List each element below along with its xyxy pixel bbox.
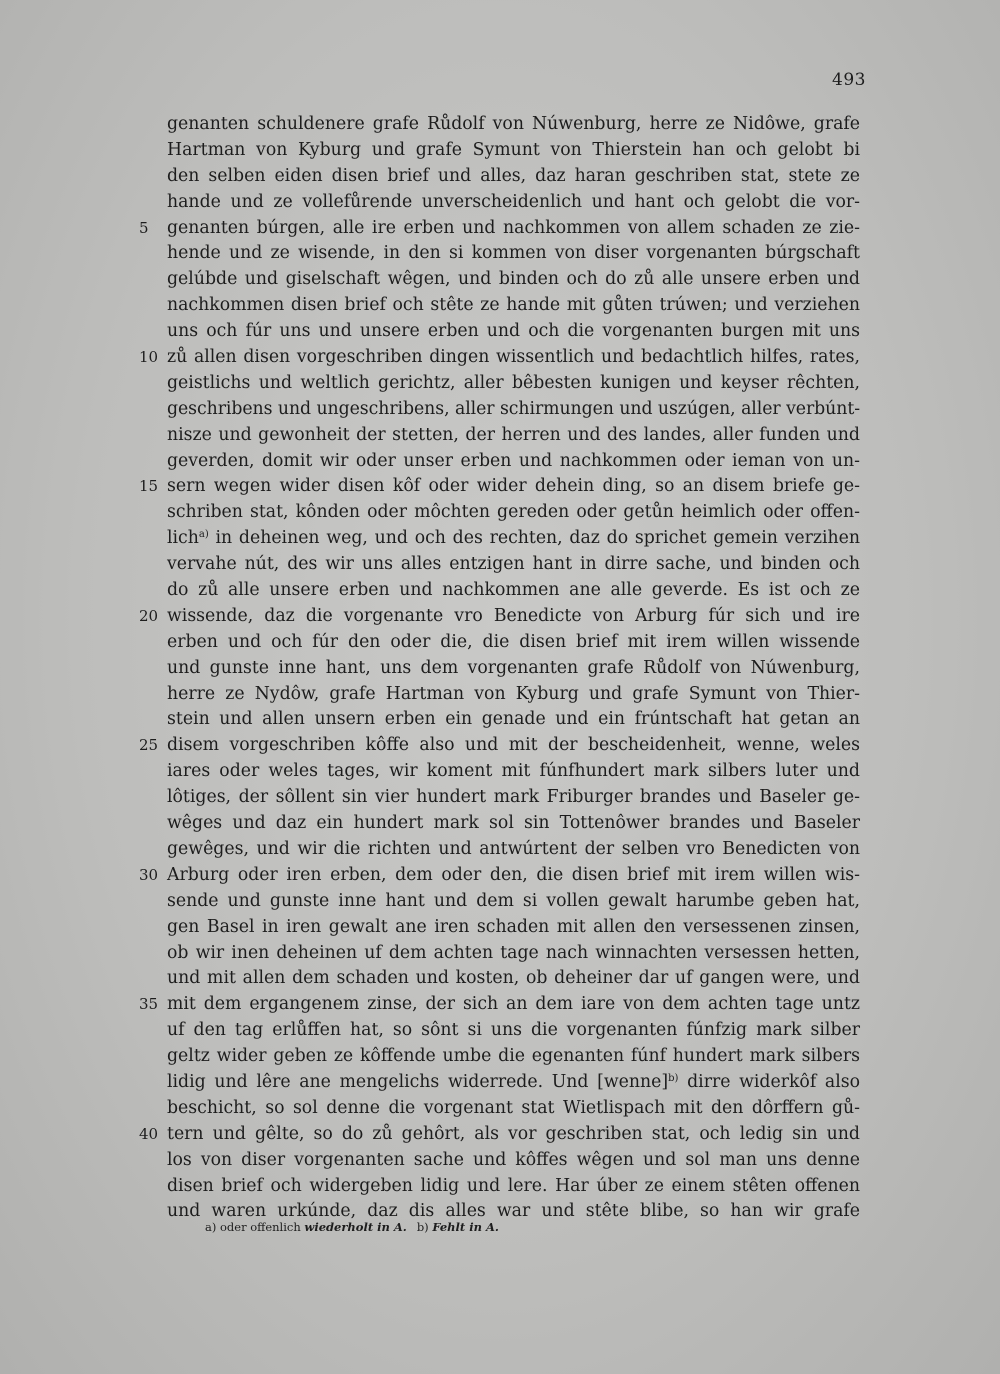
line-text: erben und och fúr den oder die, die disen brief mit irem willen wissende bbox=[167, 631, 860, 652]
line-text: hande und ze vollefůrende unverscheidenlich und hant och gelobt die vor- bbox=[167, 191, 860, 212]
line-text: und waren urkúnde, daz dis alles war und stête blibe, so han wir grafe bbox=[167, 1201, 860, 1222]
line-text: stein und allen unsern erben ein genade und ein frúntschaft hat getan an bbox=[167, 709, 860, 730]
text-line bbox=[139, 1122, 860, 1148]
text-line bbox=[167, 1096, 860, 1122]
footnote-mark: b) bbox=[416, 1220, 429, 1234]
line-number: 35 bbox=[139, 995, 159, 1014]
footnote bbox=[205, 1220, 407, 1234]
text-line bbox=[167, 526, 860, 552]
text-line bbox=[167, 293, 860, 319]
text-line bbox=[167, 241, 860, 267]
text-line bbox=[167, 966, 860, 992]
line-text: den selben eiden disen brief und alles, daz haran geschriben stat, stete ze bbox=[167, 165, 860, 186]
line-text: schriben stat, kônden oder môchten gereden oder getůn heimlich oder offen- bbox=[167, 502, 860, 523]
line-number: 10 bbox=[139, 348, 159, 367]
line-text: geltz wider geben ze kôffende umbe die egenanten fúnf hundert mark silbers bbox=[167, 1046, 860, 1067]
line-text: geistlichs und weltlich gerichtz, aller bêbesten kunigen und keyser rêchten, bbox=[167, 372, 860, 393]
text-line bbox=[167, 319, 860, 345]
text-line bbox=[167, 915, 860, 941]
line-text: los von diser vorgenanten sache und kôffes wêgen und sol man uns denne bbox=[167, 1149, 860, 1170]
line-text: genanten schuldenere grafe Růdolf von Núwenburg, herre ze Nidôwe, grafe bbox=[167, 114, 860, 134]
line-text: beschicht, so sol denne die vorgenant stat Wietlispach mit den dôrffern gů- bbox=[167, 1097, 860, 1118]
line-text: wissende, daz die vorgenante vro Benedicte von Arburg fúr sich und ire bbox=[167, 605, 860, 626]
text-line bbox=[139, 863, 860, 889]
line-text: herre ze Nydôw, grafe Hartman von Kyburg und grafe Symunt von Thier- bbox=[167, 683, 860, 704]
text-line bbox=[139, 474, 860, 500]
line-text: Arburg oder iren erben, dem oder den, die disen brief mit irem willen wis- bbox=[167, 864, 860, 885]
line-text: genanten búrgen, alle ire erben und nachkommen von allem schaden ze zie- bbox=[167, 217, 860, 238]
line-text: geverden, domit wir oder unser erben und nachkommen oder ieman von un- bbox=[167, 450, 860, 471]
line-text: lôtiges, der sôllent sin vier hundert mark Friburger brandes und Baseler ge- bbox=[167, 787, 860, 808]
line-text: ob wir inen deheinen uf dem achten tage nach winnachten versessen hetten, bbox=[167, 942, 860, 963]
line-text: wêges und daz ein hundert mark sol sin Tottenôwer brandes und Baseler bbox=[167, 813, 860, 834]
text-line bbox=[167, 630, 860, 656]
text-line bbox=[167, 811, 860, 837]
line-text: lidig und lêre ane mengelichs widerrede. Und [wenne] bbox=[167, 1071, 669, 1092]
line-text: Hartman von Kyburg und grafe Symunt von Thierstein han och gelobt bi bbox=[167, 139, 860, 160]
text-line bbox=[167, 112, 860, 138]
text-line bbox=[167, 759, 860, 785]
text-line bbox=[167, 449, 860, 475]
text-line bbox=[167, 164, 860, 190]
line-text: und gunste inne hant, uns dem vorgenanten grafe Růdolf von Núwenburg, bbox=[167, 657, 860, 678]
text-line bbox=[167, 500, 860, 526]
line-text: tern und gêlte, so do zů gehôrt, als vor geschriben stat, och ledig sin und bbox=[167, 1123, 860, 1144]
footnote-marker: b) bbox=[668, 1072, 679, 1084]
line-text: uf den tag erlůffen hat, so sônt si uns die vorgenanten fúnfzig mark silber bbox=[167, 1020, 860, 1041]
page-number: 493 bbox=[832, 70, 866, 90]
footnote-italic: wiederholt in A. bbox=[304, 1220, 407, 1234]
text-line bbox=[139, 992, 860, 1018]
footnote-marker: a) bbox=[198, 529, 209, 541]
text-line bbox=[167, 1018, 860, 1044]
text-line bbox=[139, 345, 860, 371]
line-number: 20 bbox=[139, 606, 159, 625]
line-text: zů allen disen vorgeschriben dingen wissentlich und bedachtlich hilfes, rates, bbox=[167, 347, 860, 368]
line-text: geschribens und ungeschribens, aller schirmungen und uszúgen, aller verbúnt- bbox=[167, 398, 860, 419]
text-line bbox=[167, 267, 860, 293]
text-line bbox=[167, 371, 860, 397]
text-line bbox=[167, 682, 860, 708]
text-line bbox=[167, 1148, 860, 1174]
line-text: vervahe nút, des wir uns alles entzigen hant in dirre sache, und binden och bbox=[167, 554, 860, 575]
footnote bbox=[417, 1220, 499, 1234]
footnotes bbox=[205, 1220, 509, 1234]
footnote-mark: a) bbox=[205, 1220, 217, 1234]
line-text: disem vorgeschriben kôffe also und mit der bescheidenheit, wenne, weles bbox=[167, 735, 860, 756]
line-text: do zů alle unsere erben und nachkommen ane alle geverde. Es ist och ze bbox=[167, 580, 860, 601]
text-line bbox=[167, 138, 860, 164]
text-line bbox=[167, 656, 860, 682]
line-text-tail: in deheinen weg, und och des rechten, daz do sprichet gemein verzihen bbox=[208, 528, 860, 549]
line-number: 5 bbox=[139, 218, 149, 237]
text-line bbox=[139, 733, 860, 759]
line-text: hende und ze wisende, in den si kommen von diser vorgenanten búrgschaft bbox=[167, 243, 860, 264]
body-text bbox=[139, 112, 860, 1225]
line-text: sende und gunste inne hant und dem si vollen gewalt harumbe geben hat, bbox=[167, 890, 860, 911]
line-number: 30 bbox=[139, 865, 159, 884]
text-line bbox=[167, 941, 860, 967]
line-text: disen brief och widergeben lidig und lere. Har úber ze einem stêten offenen bbox=[167, 1175, 860, 1196]
line-text: uns och fúr uns und unsere erben und och die vorgenanten burgen mit uns bbox=[167, 321, 860, 342]
line-text: lich bbox=[167, 528, 199, 549]
line-text: gelúbde und giselschaft wêgen, und binden och do zů alle unsere erben und bbox=[167, 269, 860, 290]
text-line bbox=[167, 552, 860, 578]
text-line bbox=[167, 1174, 860, 1200]
line-text: gen Basel in iren gewalt ane iren schaden mit allen den versessenen zinsen, bbox=[167, 916, 860, 937]
text-line bbox=[167, 423, 860, 449]
text-line bbox=[167, 397, 860, 423]
line-number: 25 bbox=[139, 736, 159, 755]
line-number: 15 bbox=[139, 477, 159, 496]
text-line bbox=[167, 707, 860, 733]
text-line bbox=[167, 190, 860, 216]
text-line bbox=[167, 1044, 860, 1070]
line-text: iares oder weles tages, wir koment mit fúnfhundert mark silbers luter und bbox=[167, 761, 860, 782]
line-text-tail: dirre widerkôf also bbox=[678, 1071, 860, 1092]
text-line bbox=[167, 837, 860, 863]
text-line bbox=[167, 578, 860, 604]
line-text: nachkommen disen brief och stête ze hande mit gůten trúwen; und verziehen bbox=[167, 295, 860, 316]
text-line bbox=[167, 785, 860, 811]
line-text: sern wegen wider disen kôf oder wider dehein ding, so an disem briefe ge- bbox=[167, 476, 860, 497]
line-text: und mit allen dem schaden und kosten, ob deheiner dar uf gangen were, und bbox=[167, 968, 860, 989]
line-text: mit dem ergangenem zinse, der sich an dem iare von dem achten tage untz bbox=[167, 994, 860, 1015]
text-line bbox=[167, 889, 860, 915]
text-line bbox=[167, 1070, 860, 1096]
line-text: gewêges, und wir die richten und antwúrtent der selben vro Benedicten von bbox=[167, 838, 860, 859]
text-line bbox=[139, 604, 860, 630]
line-text: nisze und gewonheit der stetten, der herren und des landes, aller funden und bbox=[167, 424, 860, 445]
footnote-italic: Fehlt in A. bbox=[432, 1220, 499, 1234]
footnote-text: oder offenlich bbox=[220, 1220, 301, 1234]
line-number: 40 bbox=[139, 1124, 159, 1143]
text-line bbox=[139, 216, 860, 242]
